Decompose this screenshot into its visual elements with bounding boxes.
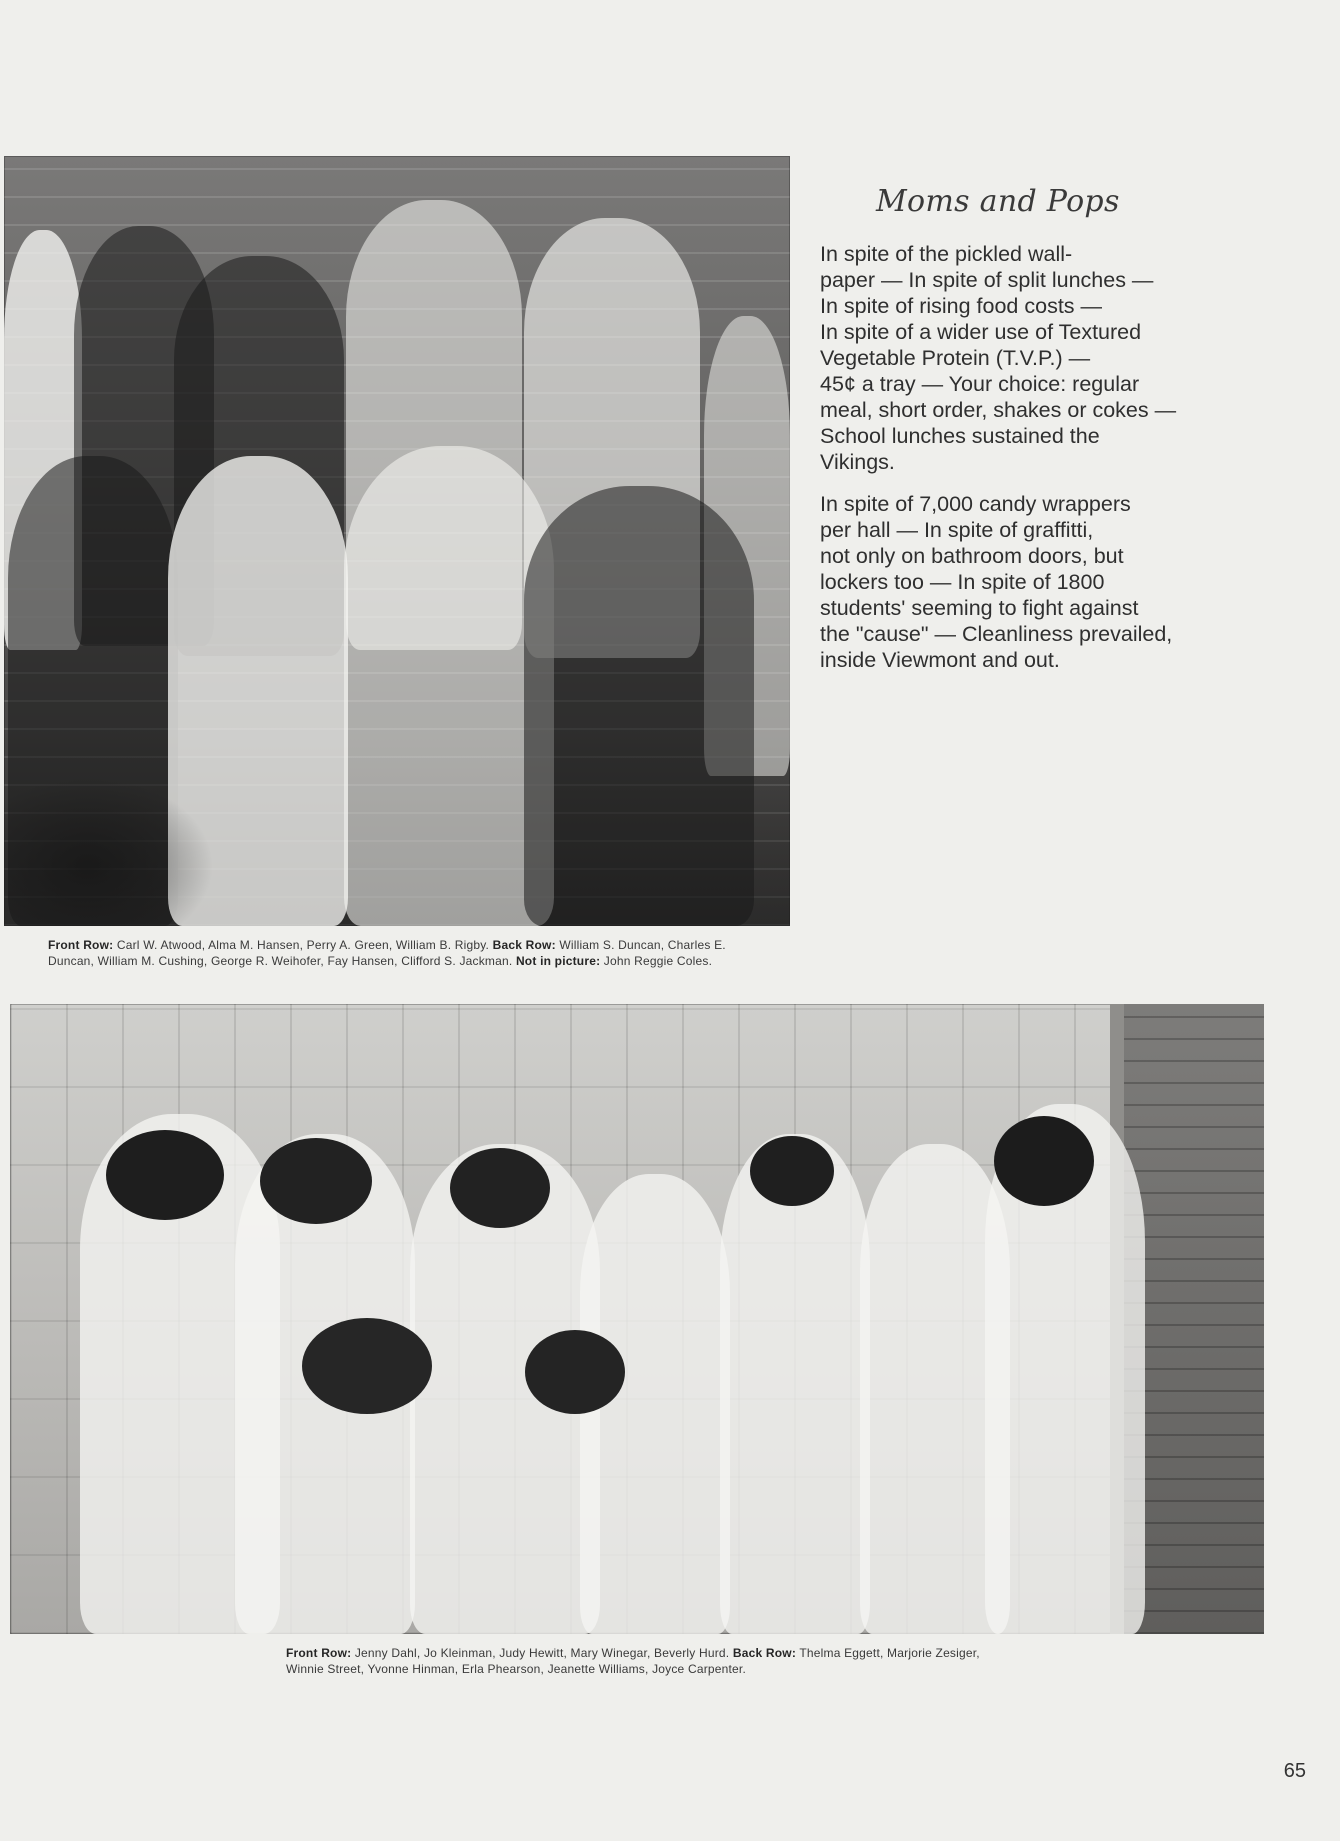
article [820, 184, 1280, 689]
caption-names: Carl W. Atwood, Alma M. Hansen, Perry A. Green, William B. Rigby. [113, 938, 493, 952]
caption-label: Front Row: [48, 938, 114, 952]
article-paragraph: In spite of 7,000 candy wrappers per hall — In spite of graffitti, not only on bathroom doors, but lockers too — In spite of 1800 students' seeming to fight against the "cause" — Cleanliness prevailed, inside Viewmont and out. [820, 492, 1173, 672]
hair-shape [106, 1130, 224, 1220]
hair-shape [525, 1330, 625, 1414]
caption-label: Back Row: [732, 1646, 797, 1660]
hair-shape [302, 1318, 432, 1414]
hair-shape [260, 1138, 372, 1224]
caption-label: Not in picture: [515, 953, 601, 968]
person-figure [524, 486, 754, 926]
custodians-photo [4, 156, 790, 926]
fern-plant [4, 776, 214, 926]
caption-label: Front Row: [286, 1646, 352, 1660]
article-title: Moms and Pops [876, 184, 1120, 219]
caption-label: Back Row: [492, 938, 556, 952]
caption-names: William S. Duncan, Charles E. Duncan, William M. Cushing, George R. Weihofer, Fay Hansen, Clifford S. Jackman. [48, 938, 726, 968]
caption-names: Thelma Eggett, Marjorie Zesiger, Winnie Street, Yvonne Hinman, Erla Phearson, Jeanette Williams, Joyce Carpenter. [286, 1646, 980, 1676]
hair-shape [450, 1148, 550, 1228]
lunch-staff-caption [286, 1646, 986, 1677]
lunch-staff-photo [10, 1004, 1264, 1634]
custodians-caption [48, 938, 768, 969]
page-number: 65 [1283, 1760, 1306, 1782]
article-paragraph: In spite of the pickled wall- paper — In spite of split lunches — In spite of rising food costs — In spite of a wider use of Textured Vegetable Protein (T.V.P.) — 45¢ a tray — Your choice: regular meal, short order, shakes or cokes — School lunches sustained the Vikings. [820, 242, 1177, 474]
hair-shape [750, 1136, 834, 1206]
person-figure [720, 1134, 870, 1634]
caption-names: John Reggie Coles. [600, 953, 713, 968]
hair-shape [994, 1116, 1094, 1206]
person-figure [344, 446, 554, 926]
caption-names: Jenny Dahl, Jo Kleinman, Judy Hewitt, Mary Winegar, Beverly Hurd. [351, 1646, 733, 1660]
